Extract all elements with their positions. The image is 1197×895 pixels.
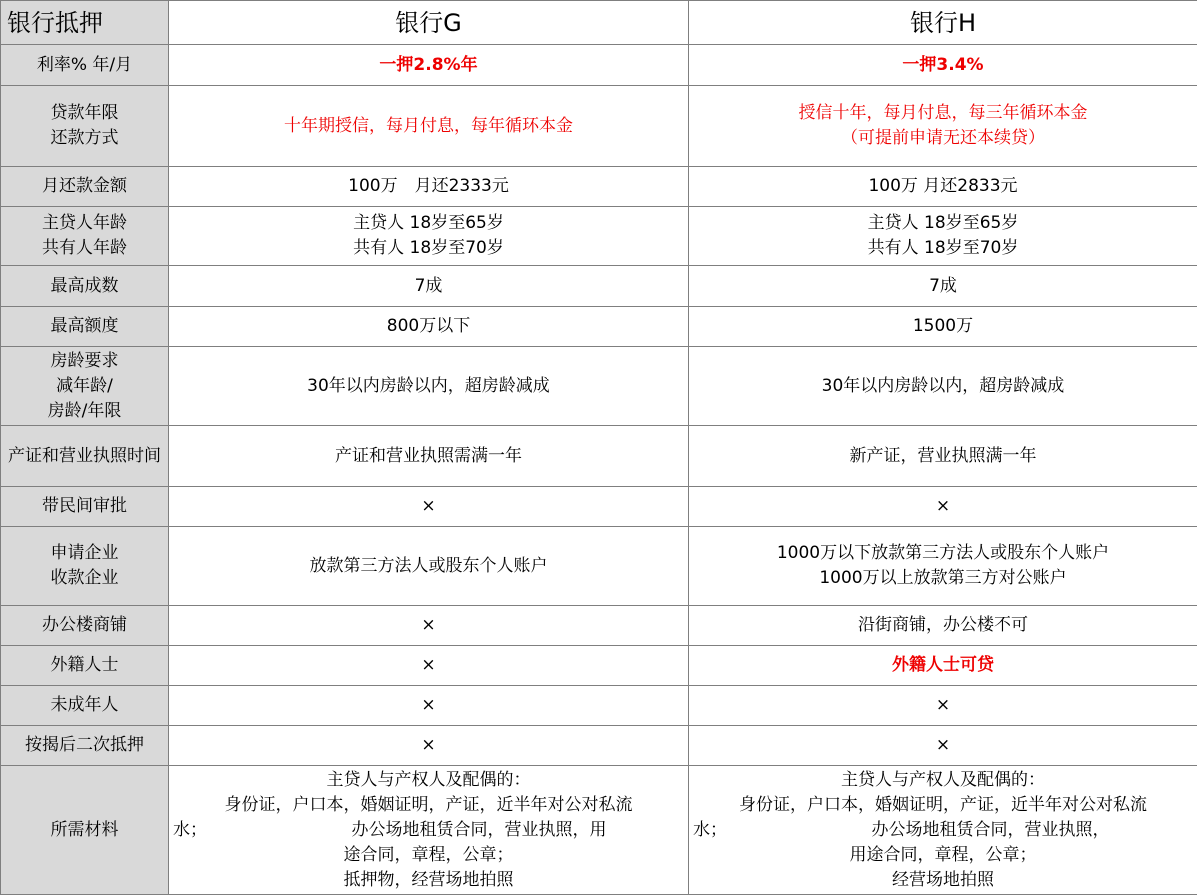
license-label: 产证和营业执照时间 — [1, 426, 169, 487]
ltv-bank-h: 7成 — [689, 266, 1197, 307]
materials-bank-g — [169, 766, 689, 895]
company-bank-h — [689, 527, 1197, 606]
second-mortgage-bank-h-cross-icon: × — [689, 726, 1197, 766]
term-bank-h-line-1: 授信十年，每月付息，每三年循环本金 — [693, 101, 1193, 126]
age-label-line-1: 主贷人年龄 — [5, 211, 164, 236]
age-bank-h — [689, 207, 1197, 266]
office-bank-g-cross-icon: × — [169, 606, 689, 646]
office-label: 办公楼商铺 — [1, 606, 169, 646]
second-mortgage-row — [1, 726, 1197, 766]
materials-bank-g-line-3: 水； 办公场地租赁合同，营业执照，用 — [173, 818, 684, 843]
second-mortgage-bank-g-cross-icon: × — [169, 726, 689, 766]
materials-bank-h-line-5: 经营场地拍照 — [693, 868, 1193, 893]
table-title-cell: 银行抵押 — [1, 1, 169, 45]
materials-bank-h-line-2: 身份证，户口本，婚姻证明，产证，近半年对公对私流 — [693, 793, 1193, 818]
term-bank-g: 十年期授信，每月付息，每年循环本金 — [169, 86, 689, 167]
company-label-line-1: 申请企业 — [5, 541, 164, 566]
materials-bank-h-line-3: 水； 办公场地租赁合同，营业执照， — [693, 818, 1193, 843]
limit-row — [1, 307, 1197, 347]
house-age-label-line-3: 房龄/年限 — [5, 399, 164, 424]
house-age-label-line-1: 房龄要求 — [5, 349, 164, 374]
header-row — [1, 1, 1197, 45]
ltv-bank-g: 7成 — [169, 266, 689, 307]
monthly-bank-g: 100万 月还2333元 — [169, 167, 689, 207]
age-bank-h-line-1: 主贷人 18岁至65岁 — [693, 211, 1193, 236]
private-approval-row — [1, 487, 1197, 527]
rate-label: 利率% 年/月 — [1, 45, 169, 86]
private-approval-bank-g-cross-icon: × — [169, 487, 689, 527]
license-bank-g: 产证和营业执照需满一年 — [169, 426, 689, 487]
company-bank-g: 放款第三方法人或股东个人账户 — [169, 527, 689, 606]
private-approval-bank-h-cross-icon: × — [689, 487, 1197, 527]
materials-bank-g-line-4: 途合同，章程，公章； — [173, 843, 684, 868]
minor-label: 未成年人 — [1, 686, 169, 726]
foreigner-bank-h: 外籍人士可贷 — [689, 646, 1197, 686]
ltv-label: 最高成数 — [1, 266, 169, 307]
bank-h-header: 银行H — [689, 1, 1197, 45]
materials-bank-g-line-1: 主贷人与产权人及配偶的： — [173, 768, 684, 793]
license-row — [1, 426, 1197, 487]
limit-label: 最高额度 — [1, 307, 169, 347]
age-bank-h-line-2: 共有人 18岁至70岁 — [693, 236, 1193, 261]
age-label — [1, 207, 169, 266]
term-bank-h-line-2: （可提前申请无还本续贷） — [693, 126, 1193, 151]
term-label-line-2: 还款方式 — [5, 126, 164, 151]
company-bank-h-line-2: 1000万以上放款第三方对公账户 — [693, 566, 1193, 591]
term-row — [1, 86, 1197, 167]
monthly-bank-h: 100万 月还2833元 — [689, 167, 1197, 207]
private-approval-label: 带民间审批 — [1, 487, 169, 527]
age-bank-g-line-2: 共有人 18岁至70岁 — [173, 236, 684, 261]
materials-bank-g-line-5: 抵押物，经营场地拍照 — [173, 868, 684, 893]
foreigner-bank-g-cross-icon: × — [169, 646, 689, 686]
rate-row — [1, 45, 1197, 86]
materials-bank-g-line-2: 身份证，户口本，婚姻证明，产证，近半年对公对私流 — [173, 793, 684, 818]
foreigner-label: 外籍人士 — [1, 646, 169, 686]
bank-g-header: 银行G — [169, 1, 689, 45]
materials-row — [1, 766, 1197, 895]
term-bank-h — [689, 86, 1197, 167]
company-row — [1, 527, 1197, 606]
limit-bank-g: 800万以下 — [169, 307, 689, 347]
term-label — [1, 86, 169, 167]
second-mortgage-label: 按揭后二次抵押 — [1, 726, 169, 766]
limit-bank-h: 1500万 — [689, 307, 1197, 347]
monthly-label: 月还款金额 — [1, 167, 169, 207]
age-row — [1, 207, 1197, 266]
office-bank-h: 沿街商铺，办公楼不可 — [689, 606, 1197, 646]
materials-bank-h-line-1: 主贷人与产权人及配偶的： — [693, 768, 1193, 793]
term-label-line-1: 贷款年限 — [5, 101, 164, 126]
office-row — [1, 606, 1197, 646]
materials-bank-h-line-4: 用途合同，章程，公章； — [693, 843, 1193, 868]
minor-bank-g-cross-icon: × — [169, 686, 689, 726]
house-age-label — [1, 347, 169, 426]
house-age-label-line-2: 减年龄/ — [5, 374, 164, 399]
company-bank-h-line-1: 1000万以下放款第三方法人或股东个人账户 — [693, 541, 1193, 566]
age-bank-g-line-1: 主贷人 18岁至65岁 — [173, 211, 684, 236]
materials-bank-h — [689, 766, 1197, 895]
company-label — [1, 527, 169, 606]
house-age-row — [1, 347, 1197, 426]
company-label-line-2: 收款企业 — [5, 566, 164, 591]
rate-bank-h: 一押3.4% — [689, 45, 1197, 86]
minor-row — [1, 686, 1197, 726]
rate-bank-g: 一押2.8%年 — [169, 45, 689, 86]
ltv-row — [1, 266, 1197, 307]
license-bank-h: 新产证，营业执照满一年 — [689, 426, 1197, 487]
age-bank-g — [169, 207, 689, 266]
foreigner-row — [1, 646, 1197, 686]
house-age-bank-g: 30年以内房龄以内，超房龄减成 — [169, 347, 689, 426]
house-age-bank-h: 30年以内房龄以内，超房龄减成 — [689, 347, 1197, 426]
materials-label: 所需材料 — [1, 766, 169, 895]
minor-bank-h-cross-icon: × — [689, 686, 1197, 726]
monthly-row — [1, 167, 1197, 207]
age-label-line-2: 共有人年龄 — [5, 236, 164, 261]
